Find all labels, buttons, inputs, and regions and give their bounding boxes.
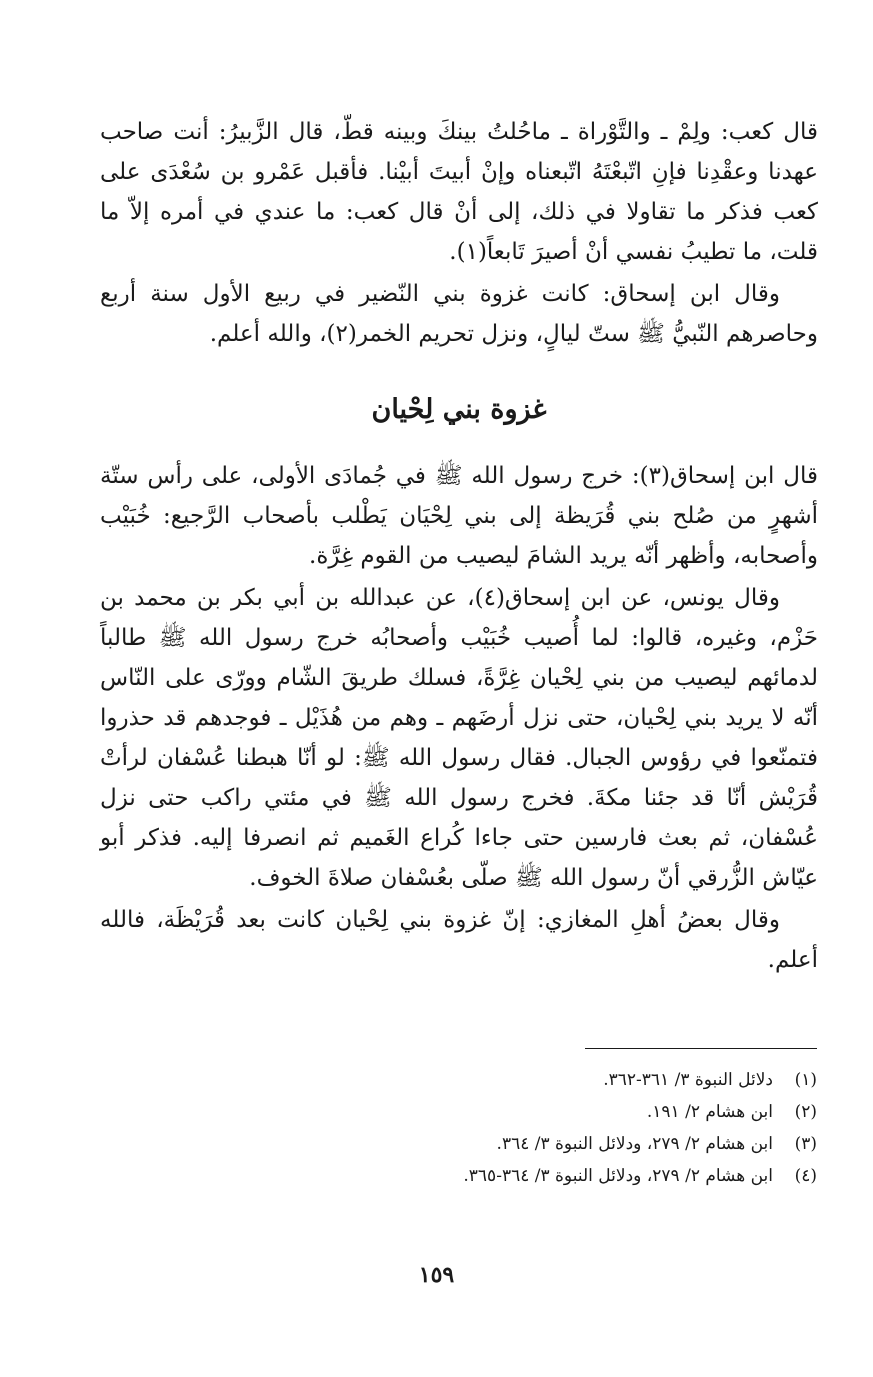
footnote-item <box>117 1128 817 1160</box>
footnote-item <box>117 1096 817 1128</box>
footnote-text: ابن هشام ٢/ ١٩١. <box>646 1102 773 1122</box>
section-heading: غزوة بني لِحْيان <box>371 394 547 425</box>
footnote-number: (٢) <box>794 1102 817 1122</box>
footnote-text: دلائل النبوة ٣/ ٣٦١-٣٦٢. <box>603 1070 773 1090</box>
footnote-text: ابن هشام ٢/ ٢٧٩، ودلائل النبوة ٣/ ٣٦٤. <box>496 1134 773 1154</box>
paragraph-maghazi: وقال بعضُ أهلِ المغازي: إنّ غزوة بني لِحْيان كانت بعد قُرَيْظَة، فالله أعلم. <box>100 907 818 973</box>
footnotes <box>117 1064 817 1192</box>
paragraph-bani-nadir: وقال ابن إسحاق: كانت غزوة بني النّضير في ربيع الأول سنة أربع وحاصرهم النّبيُّ ﷺ ستّ ليالٍ، ونزل تحريم الخمر(٢)، والله أعلم. <box>100 281 818 347</box>
footnote-number: (١) <box>794 1070 817 1090</box>
paragraph-kaab: قال كعب: ولِمْ ـ والتَّوْراة ـ ماحُلتُ بينكَ وبينه قطّ، قال الزَّبيرُ: أنت صاحب عهدنا وعقْدِنا فإنِ اتّبعْتَهُ اتّبعناه وإنْ أبيتَ أبيْنا. فأقبل عَمْرو بن سُعْدَى على كعب فذكر ما تقاولا في ذلك، إلى أنْ قال كعب: ما عندي في أمره إلاّ ما قلت، ما تطيبُ نفسي أنْ أصيرَ تَابعاً(١). <box>100 119 818 265</box>
page-number: ١٥٩ <box>418 1262 455 1288</box>
footnote-divider <box>585 1048 817 1049</box>
paragraph-ibn-ishaq: قال ابن إسحاق(٣): خرج رسول الله ﷺ في جُمادَى الأولى، على رأس ستّة أشهرٍ من صُلح بني قُرَيظة إلى بني لِحْيَان يَطْلب بأصحاب الرَّجيع: خُبَيْب وأصحابه، وأظهر أنّه يريد الشامَ ليصيب من القوم غِرَّة. <box>100 463 818 569</box>
footnote-number: (٤) <box>794 1166 817 1186</box>
footnote-number: (٣) <box>794 1134 817 1154</box>
page-body <box>100 112 818 982</box>
paragraph-yunus: وقال يونس، عن ابن إسحاق(٤)، عن عبدالله بن أبي بكر بن محمد بن حَزْم، وغيره، قالوا: لما أُصيب خُبَيْب وأصحابُه خرج رسول الله ﷺ طالباً لدمائهم ليصيب من بني لِحْيان غِرَّةً، فسلك طريقَ الشّام وورّى على النّاس أنّه لا يريد بني لِحْيان، حتى نزل أرضَهم ـ وهم من هُذَيْل ـ فوجدهم قد حذروا فتمنّعوا في رؤوس الجبال. فقال رسول الله ﷺ: لو أنّا هبطنا عُسْفان لرأتْ قُرَيْش أنّا قد جئنا مكةَ. فخرج رسول الله ﷺ في مئتي راكب حتى نزل عُسْفان، ثم بعث فارسين حتى جاءا كُراع الغَميم ثم انصرفا إليه. فذكر أبو عيّاش الزُّرقي أنّ رسول الله ﷺ صلّى بعُسْفان صلاةَ الخوف. <box>100 585 818 891</box>
footnote-text: ابن هشام ٢/ ٢٧٩، ودلائل النبوة ٣/ ٣٦٤-٣٦٥. <box>463 1166 773 1186</box>
footnote-item <box>117 1160 817 1192</box>
footnote-item <box>117 1064 817 1096</box>
